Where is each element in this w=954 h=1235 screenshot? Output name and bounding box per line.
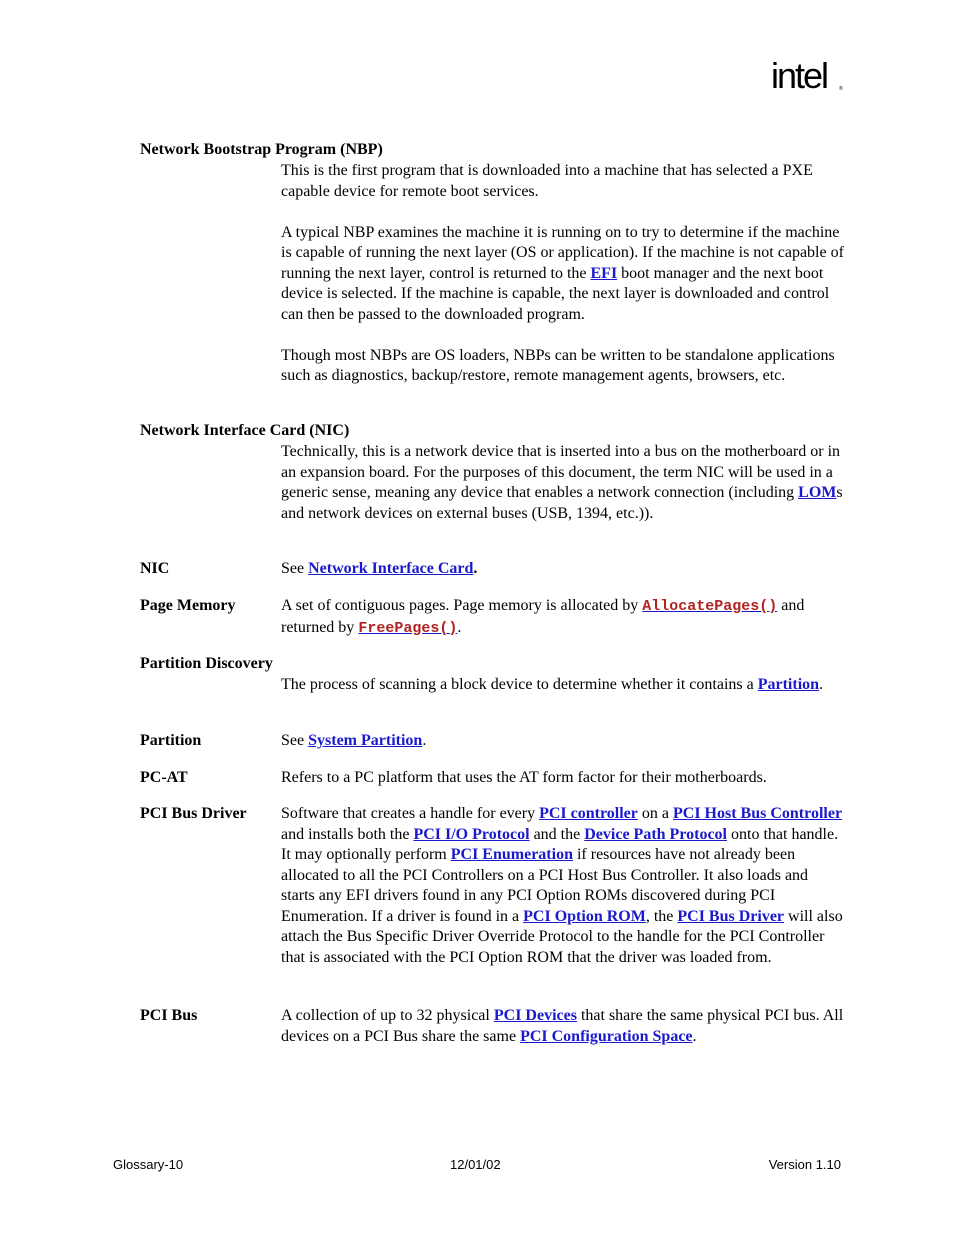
link-pci-io-protocol[interactable]: PCI I/O Protocol	[413, 825, 530, 843]
definition	[281, 442, 845, 524]
link-pci-devices[interactable]: PCI Devices	[493, 1007, 577, 1024]
link-pci-controller[interactable]: PCI controller	[539, 805, 638, 822]
link-system-partition[interactable]: System Partition	[308, 732, 423, 749]
definition	[281, 731, 845, 752]
definition-paragraph: Refers to a PC platform that uses the AT form factor for their motherboards.	[281, 769, 767, 786]
definition-paragraph: Though most NBPs are OS loaders, NBPs can be written to be standalone applications such as diagnostics, backup/restore, remote management agents, browsers, etc.	[281, 346, 835, 384]
link-device-path-protocol[interactable]: Device Path Protocol	[584, 825, 727, 843]
link-pci-option-rom[interactable]: PCI Option ROM	[523, 907, 646, 925]
definition-paragraph: This is the first program that is downloaded into a machine that has selected a PXE capable device for remote boot services.	[281, 162, 813, 200]
link-efi[interactable]: EFI	[590, 264, 618, 282]
link-pci-configuration-space[interactable]: PCI Configuration Space	[520, 1027, 693, 1045]
link-pci-enumeration[interactable]: PCI Enumeration	[450, 846, 573, 863]
definition	[281, 559, 845, 580]
link-pci-host-bus-controller[interactable]: PCI Host Bus Controller	[673, 805, 843, 822]
term-title: PCI Bus Driver	[140, 805, 247, 822]
footer-page-label: Glossary-10	[113, 1157, 184, 1172]
footer-version: Version 1.10	[768, 1157, 841, 1172]
link-network-interface-card[interactable]: Network Interface Card	[308, 560, 474, 577]
definition	[281, 161, 845, 387]
definition	[281, 675, 845, 696]
link-partition[interactable]: Partition	[757, 676, 820, 693]
definition	[281, 1006, 845, 1047]
intel-logo-text: intel	[771, 56, 828, 96]
definition-paragraph: Software that creates a handle for every PCI controller on a PCI Host Bus Controller and installs both the PCI I/O Protocol and the Device Path Protocol onto that handle. It may optionally perform PCI Enumeration if resources have not already been allocated to all the PCI Controllers on a PCI Host Bus Controller. It also loads and starts any EFI drivers found in any PCI Option ROMs discovered during PCI Enumeration. If a driver is found in a PCI Option ROM, the PCI Bus Driver will also attach the Bus Specific Driver Override Protocol to the handle for the PCI Controller that is associated with the PCI Option ROM that the driver was loaded from.	[281, 805, 843, 966]
term-title: Partition Discovery	[140, 655, 273, 672]
code-allocatepages[interactable]: AllocatePages()	[642, 598, 778, 615]
definition-paragraph: The process of scanning a block device to determine whether it contains a Partition.	[281, 676, 824, 693]
definition-paragraph: A typical NBP examines the machine it is running on to try to determine if the machine is capable of running the next layer (OS or application). If the machine is not capable of running the next layer, control is returned to the EFI boot manager and the next boot device is selected. If the machine is capable, the next layer is downloaded and control can then be passed to the downloaded program.	[281, 223, 844, 323]
link-pci-bus-driver[interactable]: PCI Bus Driver	[677, 907, 785, 925]
svg-text:®: ®	[839, 86, 843, 92]
definition-paragraph: A set of contiguous pages. Page memory is allocated by AllocatePages() and returned by FreePages().	[281, 597, 805, 637]
term-title: Network Bootstrap Program (NBP)	[140, 141, 383, 158]
definition-paragraph: See Network Interface Card.	[281, 560, 478, 577]
code-freepages[interactable]: FreePages()	[358, 619, 458, 637]
definition	[281, 596, 845, 639]
term-title: PC-AT	[140, 769, 188, 786]
footer-date: 12/01/02	[450, 1157, 501, 1172]
term-title: Partition	[140, 732, 202, 749]
link-lom[interactable]: LOM	[798, 484, 837, 501]
definition	[281, 768, 845, 789]
definition-paragraph: See System Partition.	[281, 732, 427, 749]
definition-paragraph: A collection of up to 32 physical PCI Devices that share the same physical PCI bus. All devices on a PCI Bus share the same PCI Configuration Space.	[281, 1007, 844, 1045]
term-title: Page Memory	[140, 597, 236, 614]
intel-logo	[771, 56, 843, 106]
definition-paragraph: Technically, this is a network device that is inserted into a bus on the motherboard or in an expansion board. For the purposes of this document, the term NIC will be used in a generic sense, meaning any device that enables a network connection (including LOMs and network devices on external buses (USB, 1394, etc.)).	[281, 443, 843, 522]
term-title: Network Interface Card (NIC)	[140, 422, 350, 439]
term-title: NIC	[140, 560, 170, 577]
term-title: PCI Bus	[140, 1007, 198, 1024]
definition	[281, 804, 845, 968]
